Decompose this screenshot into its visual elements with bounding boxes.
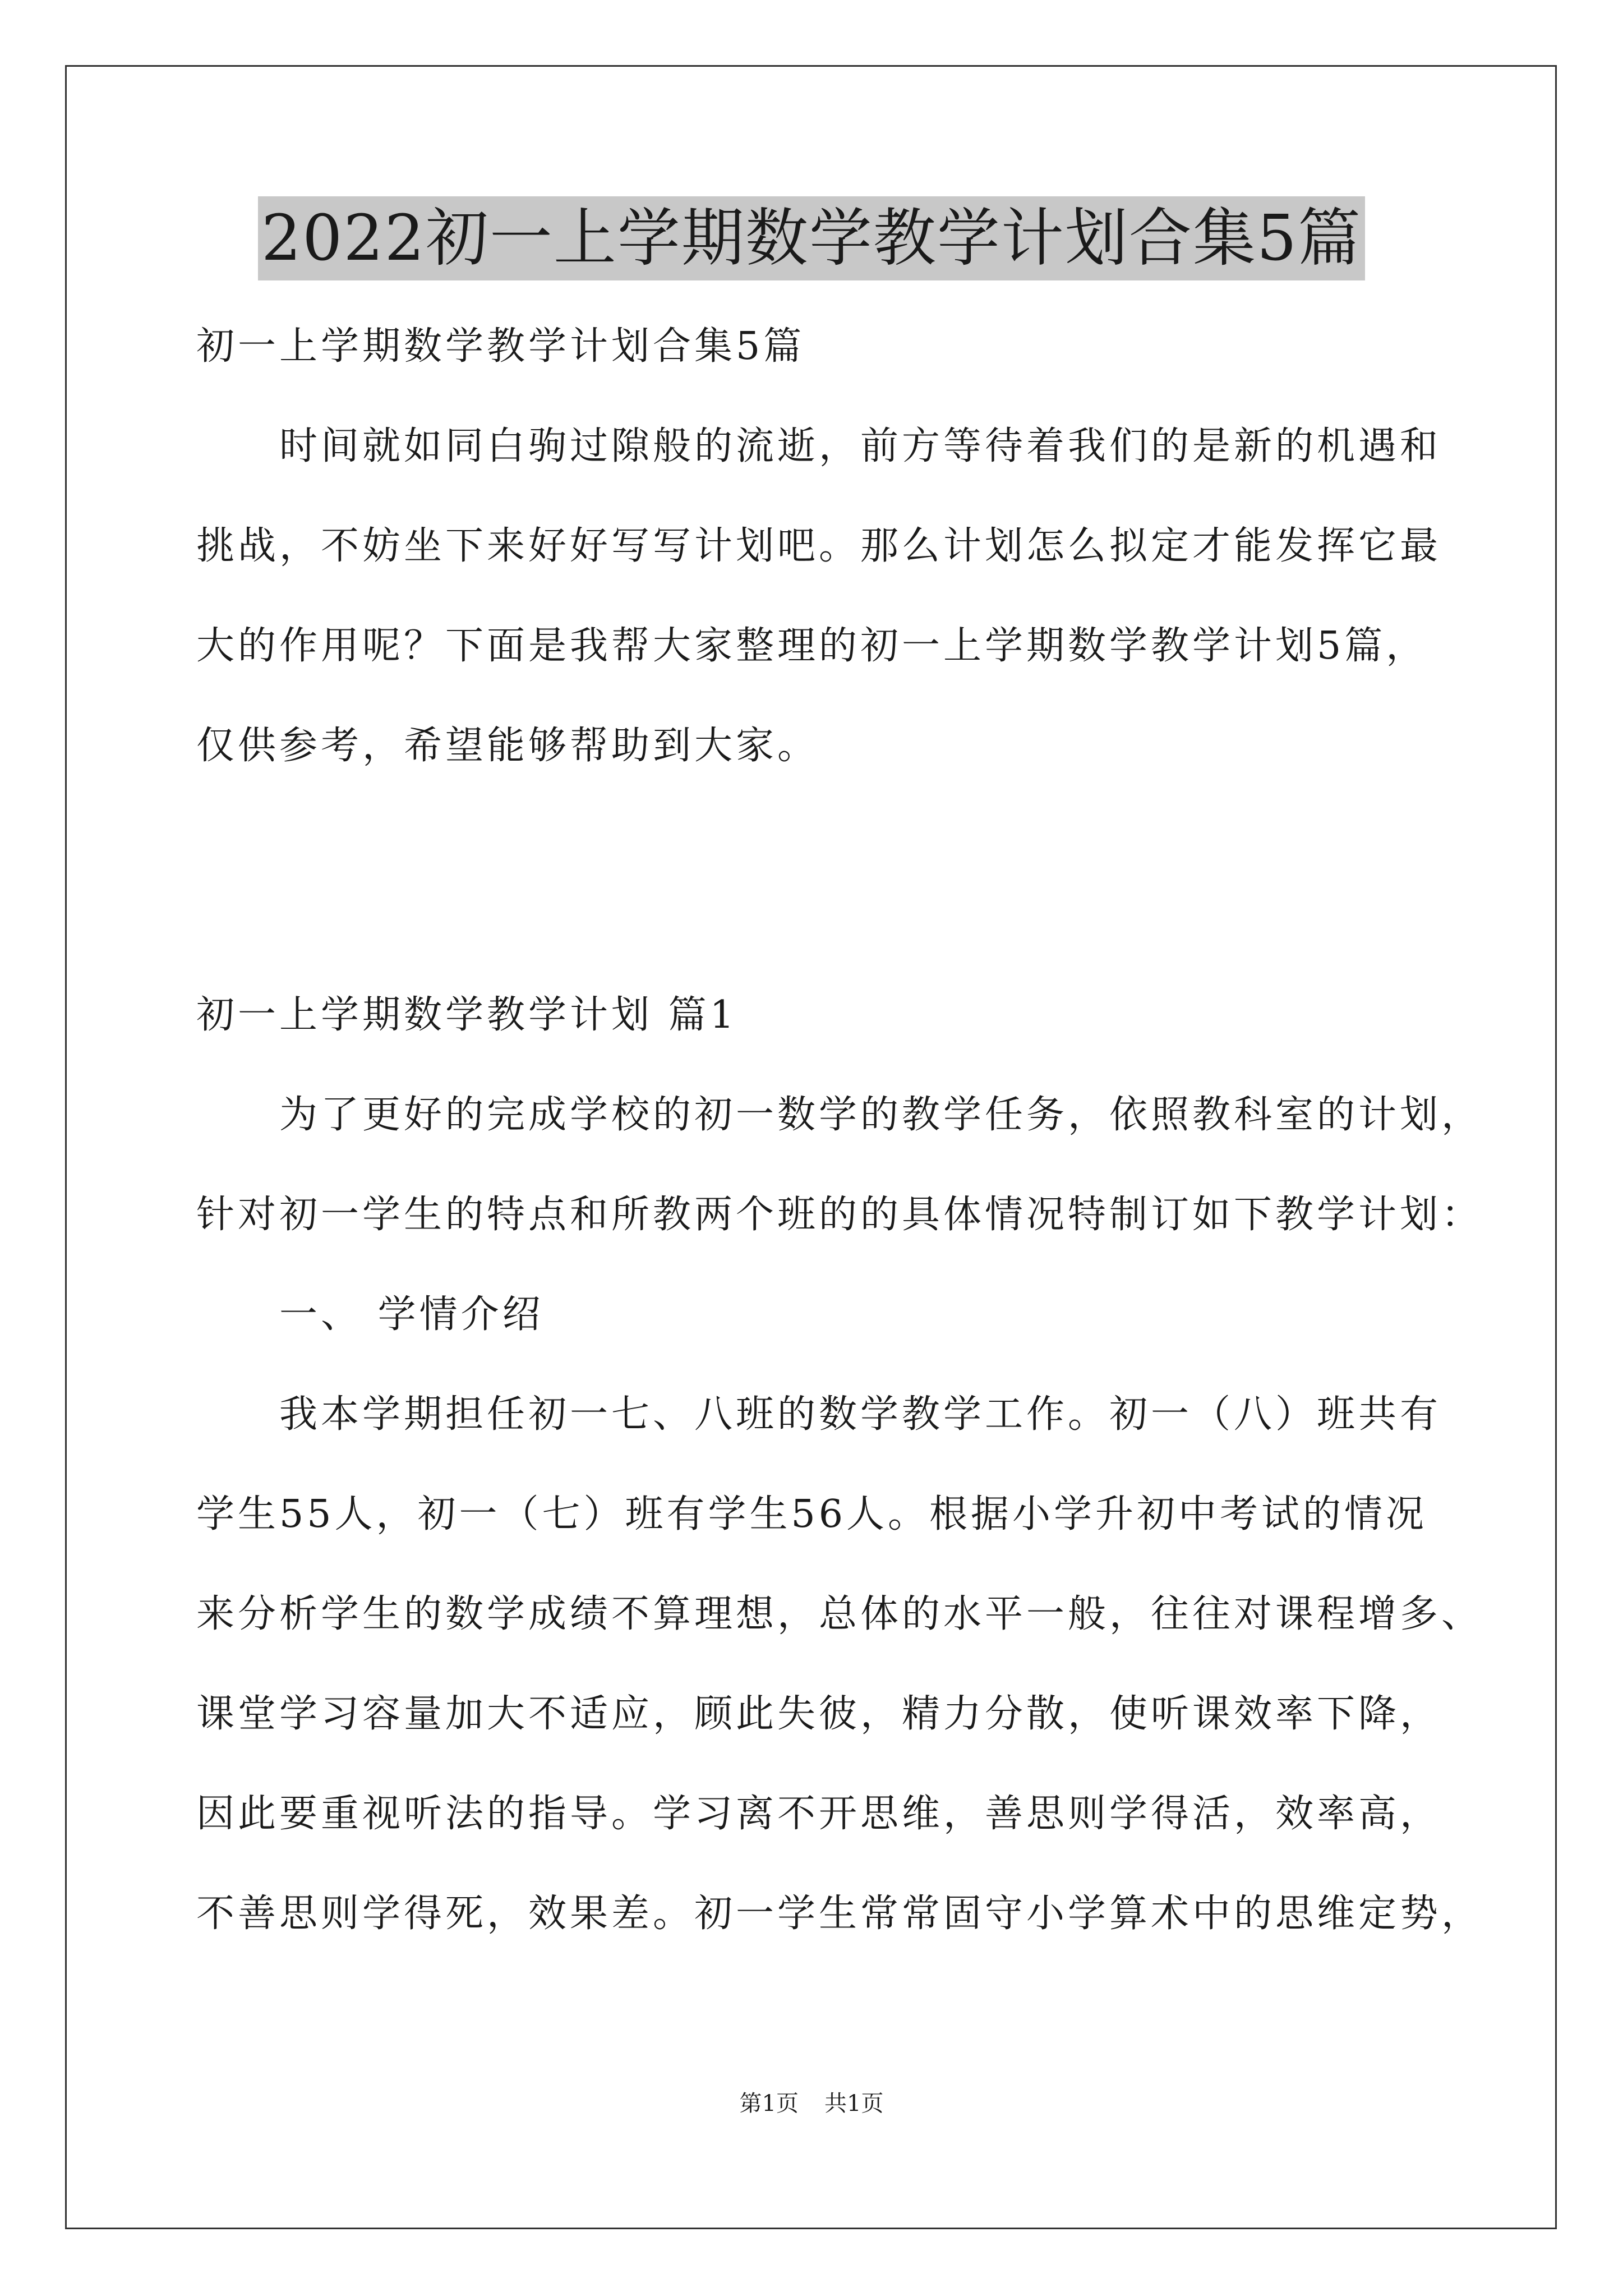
page-total: 共1页	[824, 2091, 884, 2116]
page-number: 第1页	[739, 2091, 799, 2116]
body-line: 针对初一学生的特点和所教两个班的的具体情况特制订如下教学计划：	[196, 1193, 1483, 1237]
title-wrap	[0, 196, 1623, 280]
body-line: 课堂学习容量加大不适应，顾此失彼，精力分散，使听课效率下降，	[196, 1692, 1442, 1736]
body-line: 为了更好的完成学校的初一数学的教学任务，依照教科室的计划，	[196, 1093, 1483, 1137]
subtitle-line: 初一上学期数学教学计划合集5篇	[196, 324, 805, 369]
body-line: 不善思则学得死，效果差。初一学生常常固守小学算术中的思维定势，	[196, 1892, 1483, 1936]
subsection-heading: 一、 学情介绍	[196, 1292, 544, 1337]
body-line: 因此要重视听法的指导。学习离不开思维，善思则学得活，效率高，	[196, 1792, 1442, 1836]
body-line: 仅供参考，希望能够帮助到大家。	[196, 724, 819, 768]
body-line: 我本学期担任初一七、八班的数学教学工作。初一（八）班共有	[196, 1392, 1442, 1437]
body-line: 学生55人，初一（七）班有学生56人。根据小学升初中考试的情况	[196, 1492, 1428, 1536]
body-line: 来分析学生的数学成绩不算理想，总体的水平一般，往往对课程增多、	[196, 1592, 1483, 1636]
section-heading: 初一上学期数学教学计划 篇1	[196, 993, 737, 1037]
body-line: 大的作用呢？下面是我帮大家整理的初一上学期数学教学计划5篇，	[196, 624, 1428, 668]
page-footer	[0, 2088, 1623, 2119]
document-title: 2022初一上学期数学教学计划合集5篇	[258, 196, 1365, 280]
body-line: 时间就如同白驹过隙般的流逝，前方等待着我们的是新的机遇和	[196, 424, 1442, 468]
body-line: 挑战，不妨坐下来好好写写计划吧。那么计划怎么拟定才能发挥它最	[196, 524, 1442, 568]
